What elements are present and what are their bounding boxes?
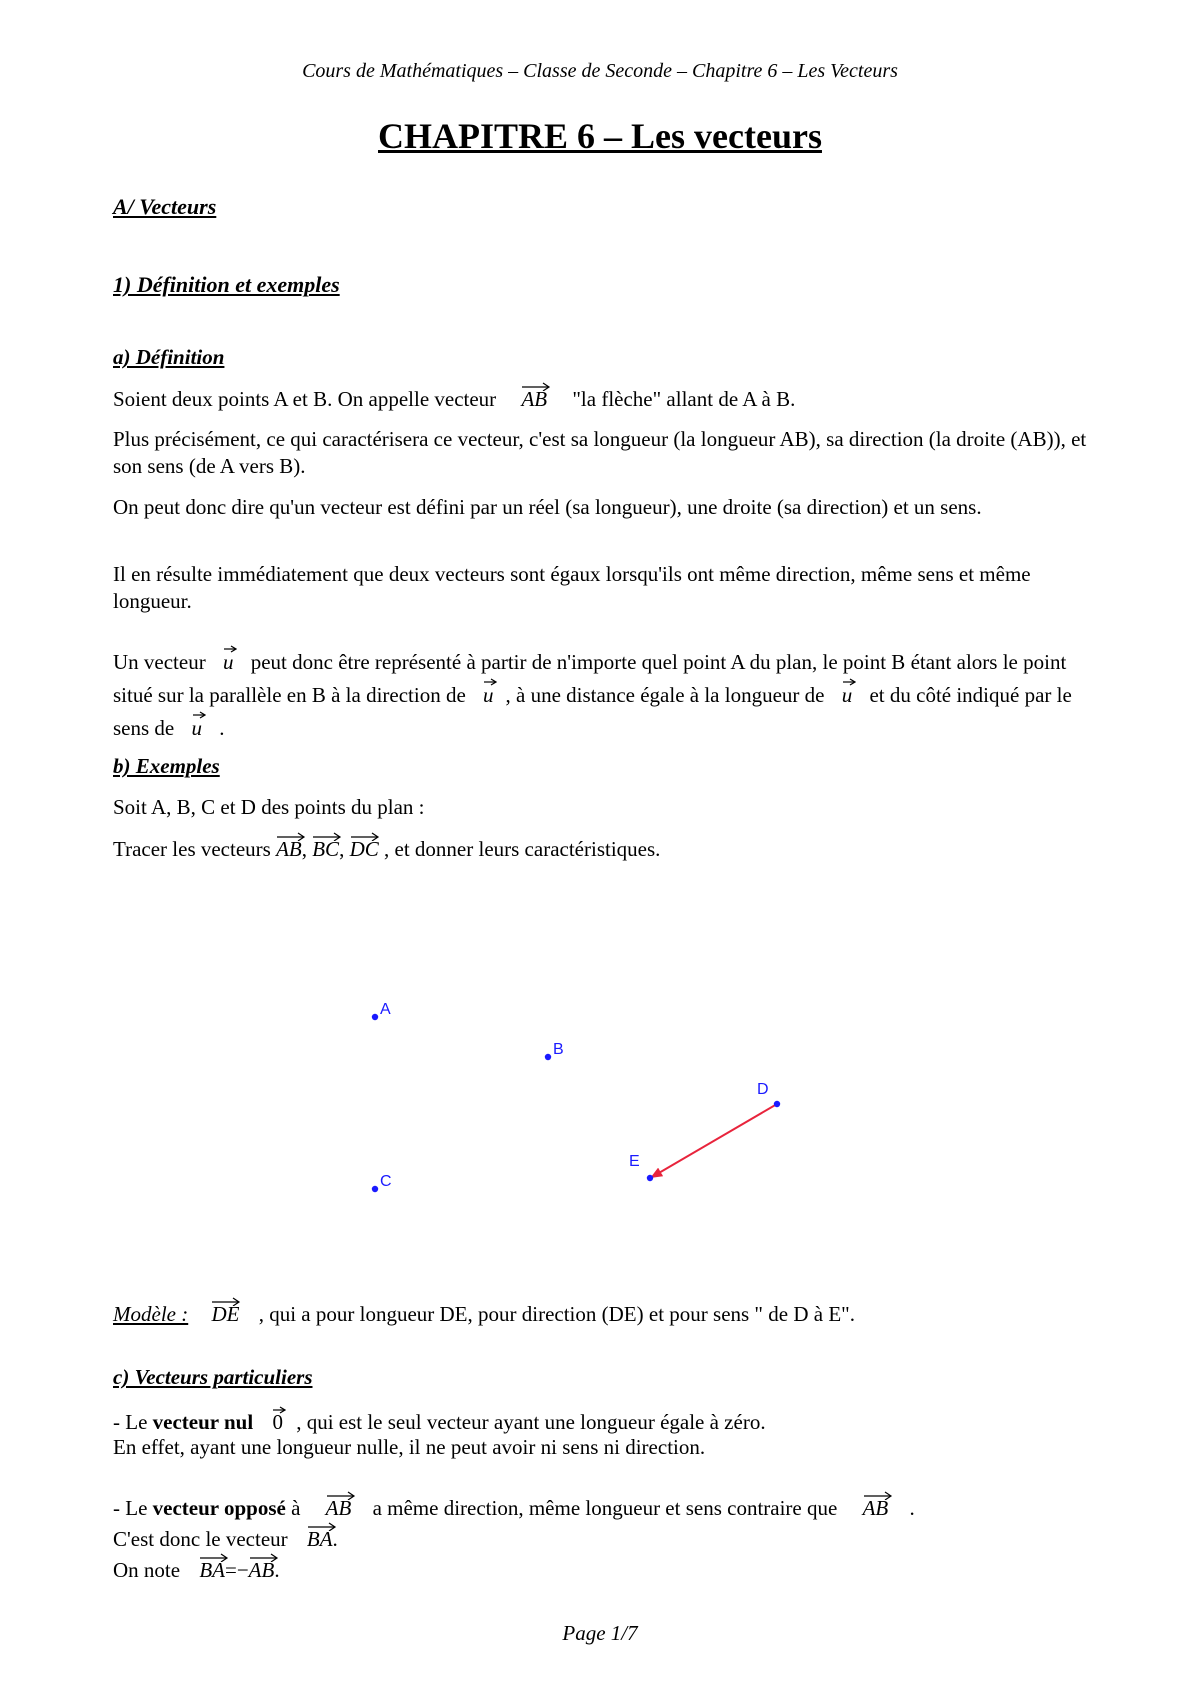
vector-name: BC <box>312 837 340 861</box>
point-b-label: B <box>553 1041 564 1058</box>
vector-arrow-icon <box>842 676 856 686</box>
vector-arrow-icon <box>223 643 237 653</box>
text: - Le <box>113 1496 148 1520</box>
section-heading-a: A/ Vecteurs <box>113 194 217 219</box>
vector-u <box>483 676 494 709</box>
text: Soient deux points A et B. On appelle vecteur <box>113 387 497 411</box>
vector-arrow-icon <box>312 831 342 841</box>
vector-name: u <box>483 683 494 707</box>
vector-ab <box>276 831 302 862</box>
points-figure <box>340 980 800 1200</box>
modele-label: Modèle : <box>113 1302 189 1326</box>
vector-name: BA <box>199 1558 225 1582</box>
vector-name: AB <box>325 1496 352 1520</box>
point-e <box>647 1175 653 1181</box>
vector-arrow-icon <box>521 381 551 391</box>
definition-paragraph-1 <box>113 381 795 412</box>
text: . <box>274 1558 280 1582</box>
vector-name: DC <box>349 837 379 861</box>
definition-paragraph-5 <box>113 643 1093 742</box>
vecteur-oppose-conclusion <box>113 1521 338 1552</box>
point-e-label: E <box>629 1153 640 1170</box>
vector-name: BA <box>306 1527 333 1551</box>
exemples-paragraph-1: Soit A, B, C et D des points du plan : <box>113 795 425 819</box>
vector-name: AB <box>248 1558 275 1582</box>
text: , à une distance égale à la longueur de <box>505 683 825 707</box>
vector-de-arrow <box>652 1104 777 1177</box>
text: - Le <box>113 1410 148 1434</box>
point-a <box>372 1014 378 1020</box>
vector-ab <box>521 381 547 412</box>
text: a même direction, même longueur et sens contraire que <box>372 1496 838 1520</box>
text: C'est donc le vecteur <box>113 1527 288 1551</box>
vector-ab <box>863 1490 889 1521</box>
vector-arrow-icon <box>350 831 380 841</box>
text: , qui a pour longueur DE, pour direction (DE) et pour sens " de D à E". <box>258 1302 855 1326</box>
point-d-label: D <box>757 1081 769 1098</box>
vector-arrow-icon <box>249 1552 279 1562</box>
point-c <box>372 1186 378 1192</box>
vector-name: AB <box>276 837 302 861</box>
vector-de <box>211 1296 239 1327</box>
vector-name: AB <box>521 387 548 411</box>
chapter-title: CHAPITRE 6 – Les vecteurs <box>378 116 822 156</box>
text: "la flèche" allant de A à B. <box>572 387 796 411</box>
subheading-particuliers: c) Vecteurs particuliers <box>113 1365 313 1389</box>
notation-line <box>113 1552 280 1583</box>
vector-ab <box>326 1490 352 1521</box>
vector-arrow-icon <box>483 676 497 686</box>
text: à <box>291 1496 301 1520</box>
vector-u <box>842 676 853 709</box>
modele-paragraph <box>113 1296 855 1327</box>
vecteur-nul-line <box>113 1404 766 1435</box>
vecteur-oppose-line <box>113 1490 915 1521</box>
vector-zero <box>272 1404 283 1435</box>
subheading-definition: a) Définition <box>113 345 225 369</box>
vector-arrow-icon <box>863 1490 893 1500</box>
definition-paragraph-2: Plus précisément, ce qui caractérisera ce vecteur, c'est sa longueur (la longueur AB), sa direction (la droite (AB)), et son sens (de A vers B). <box>113 427 1087 478</box>
vector-name: AB <box>862 1496 889 1520</box>
definition-paragraph-4: Il en résulte immédiatement que deux vecteurs sont égaux lorsqu'ils ont même direction, même sens et même longueur. <box>113 562 1031 613</box>
vector-name: DE <box>211 1302 240 1326</box>
vector-name: u <box>191 716 202 740</box>
point-c-label: C <box>380 1173 392 1190</box>
equation-operator: =− <box>224 1558 249 1582</box>
vector-name: 0 <box>272 1410 283 1434</box>
text: . <box>332 1527 338 1551</box>
text: , qui est le seul vecteur ayant une longueur égale à zéro. <box>296 1410 766 1434</box>
running-header: Cours de Mathématiques – Classe de Seconde – Chapitre 6 – Les Vecteurs <box>302 60 898 82</box>
text: . <box>219 716 225 740</box>
vector-name: u <box>222 650 234 674</box>
vector-arrow-icon <box>307 1521 337 1531</box>
vector-arrow-icon <box>326 1490 356 1500</box>
vector-arrow-icon <box>276 831 306 841</box>
point-b <box>545 1054 551 1060</box>
text: On note <box>113 1558 181 1582</box>
vector-dc <box>350 831 379 862</box>
vector-u <box>192 709 203 742</box>
vector-u <box>223 643 234 676</box>
point-d <box>774 1101 780 1107</box>
text: peut donc être représenté à partir de n'importe quel point A du plan, le point B étant alors le point situé sur la parallèle en B à la direction de <box>113 650 1067 707</box>
subheading-exemples: b) Exemples <box>113 754 220 778</box>
vector-arrow-icon <box>211 1296 241 1306</box>
vector-arrow-icon <box>272 1404 286 1414</box>
point-a-label: A <box>380 1001 391 1018</box>
separator: , <box>301 837 307 861</box>
vector-ba <box>307 1521 333 1552</box>
section-heading-1: 1) Définition et exemples <box>113 272 340 297</box>
vecteur-nul-explanation: En effet, ayant une longueur nulle, il ne peut avoir ni sens ni direction. <box>113 1435 706 1459</box>
definition-paragraph-3: On peut donc dire qu'un vecteur est défini par un réel (sa longueur), une droite (sa direction) et un sens. <box>113 495 982 519</box>
separator: , <box>339 837 345 861</box>
term-vecteur-oppose: vecteur opposé <box>152 1496 286 1520</box>
text: Un vecteur <box>113 650 206 674</box>
vector-ab <box>249 1552 275 1583</box>
vector-bc <box>312 831 339 862</box>
term-vecteur-nul: vecteur nul <box>152 1410 254 1434</box>
vector-arrow-icon <box>192 709 206 719</box>
exemples-paragraph-2 <box>113 831 660 862</box>
vector-name: u <box>841 683 853 707</box>
text: Tracer les vecteurs <box>113 837 271 861</box>
page-number: Page 1/7 <box>562 1621 638 1645</box>
vector-arrow-icon <box>199 1552 229 1562</box>
text: . <box>909 1496 915 1520</box>
text: et du côté indiqué par le sens de <box>113 683 1072 740</box>
text: , et donner leurs caractéristiques. <box>384 837 661 861</box>
vector-ba <box>199 1552 225 1583</box>
